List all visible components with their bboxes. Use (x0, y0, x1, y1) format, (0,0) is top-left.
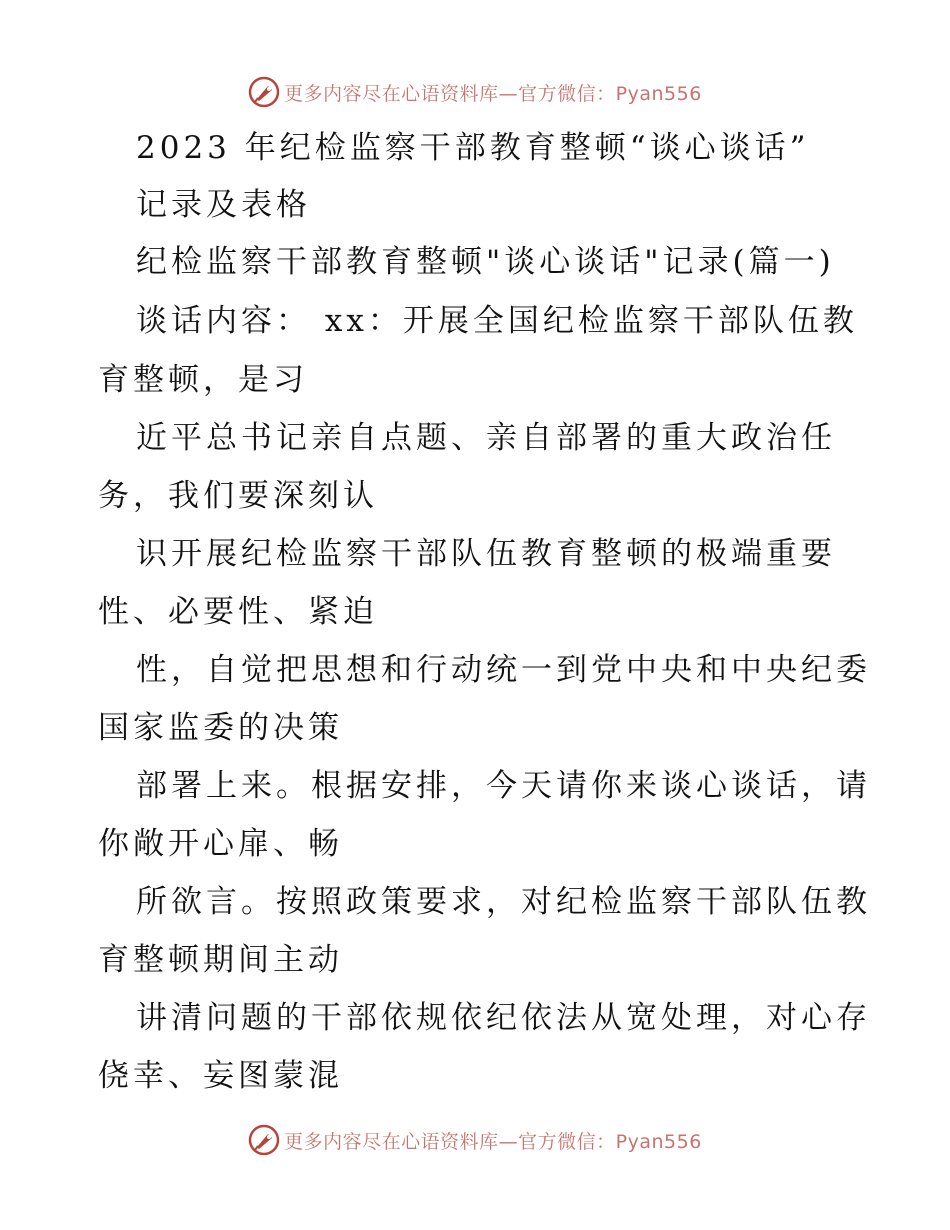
paragraph-line: 务，我们要深刻认 (98, 478, 378, 514)
header-watermark (0, 72, 950, 112)
paragraph-line: 育整顿期间主动 (98, 942, 343, 978)
paragraph-line: 近平总书记亲自点题、亲自部署的重大政治任 (136, 420, 836, 456)
paragraph-line: 谈话内容： xx：开展全国纪检监察干部队伍教 (136, 303, 858, 339)
watermark-text: 更多内容尽在心语资料库—官方微信：Pyan556 (284, 1130, 702, 1153)
paragraph-line: 所欲言。按照政策要求，对纪检监察干部队伍教 (136, 884, 871, 920)
paragraph-line: 性、必要性、紧迫 (98, 594, 378, 630)
footer-watermark (0, 1120, 950, 1160)
paragraph-line: 侥幸、妄图蒙混 (98, 1058, 343, 1094)
paragraph-line: 讲清问题的干部依规依纪依法从宽处理，对心存 (136, 1000, 871, 1036)
document-title: 2023 年纪检监察干部教育整顿“谈心谈话” (136, 130, 810, 166)
paragraph-line: 识开展纪检监察干部队伍教育整顿的极端重要 (136, 536, 836, 572)
paragraph-line: 性，自觉把思想和行动统一到党中央和中央纪委 (136, 652, 871, 688)
paragraph-line: 你敞开心扉、畅 (98, 826, 343, 862)
paragraph-line: 部署上来。根据安排，今天请你来谈心谈话，请 (136, 768, 871, 804)
pen-nib-logo-icon (248, 1124, 280, 1156)
watermark-text: 更多内容尽在心语资料库—官方微信：Pyan556 (284, 82, 702, 105)
paragraph-line: 国家监委的决策 (98, 710, 343, 746)
pen-nib-logo-icon (248, 76, 280, 108)
paragraph-line: 育整顿，是习 (98, 362, 308, 398)
document-title-continued: 记录及表格 (136, 187, 311, 223)
document-subtitle: 纪检监察干部教育整顿"谈心谈话"记录(篇一) (136, 244, 835, 280)
